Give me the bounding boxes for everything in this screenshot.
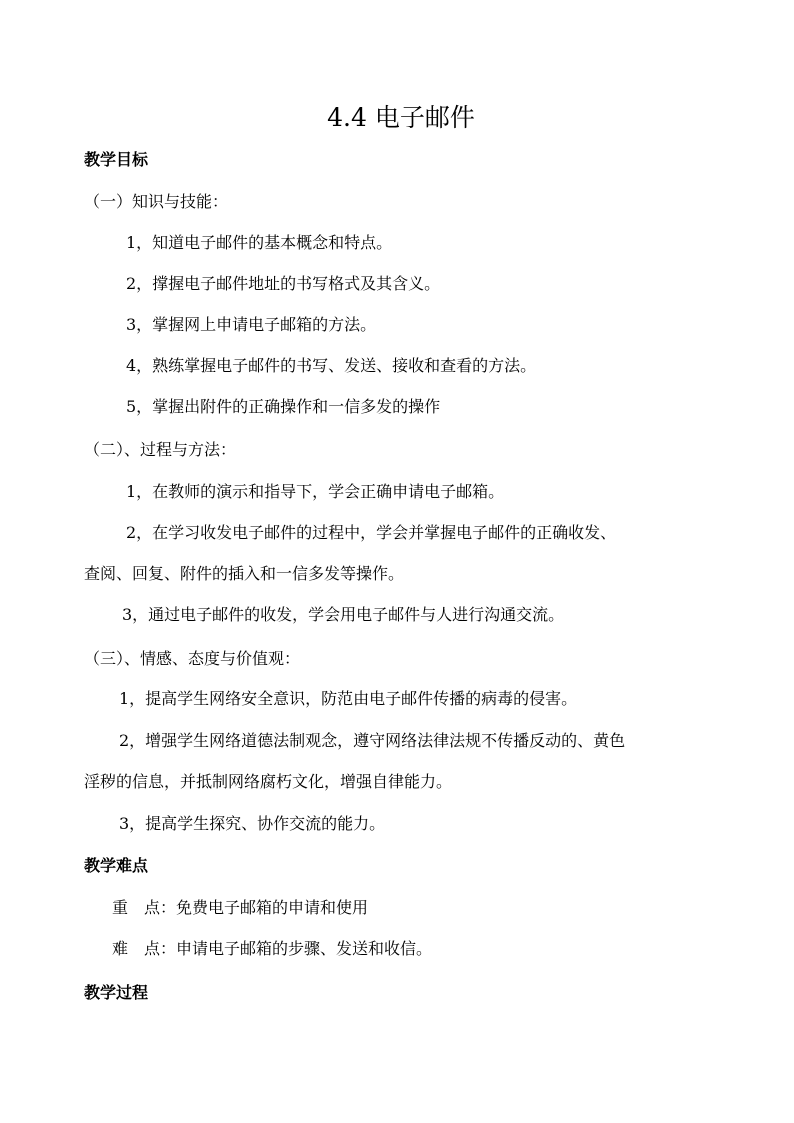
- knowledge-item-2: 2，撑握电子邮件地址的书写格式及其含义。: [126, 274, 441, 293]
- knowledge-item-4: 4，熟练掌握电子邮件的书写、发送、接收和查看的方法。: [126, 356, 537, 375]
- objectives-heading: 教学目标: [84, 150, 149, 169]
- emotion-item-2-line-2: 淫秽的信息，并抵制网络腐朽文化，增强自律能力。: [84, 772, 453, 791]
- difficult-point: 难 点：申请电子邮箱的步骤、发送和收信。: [112, 939, 433, 958]
- emotion-item-1: 1，提高学生网络安全意识，防范由电子邮件传播的病毒的侵害。: [119, 689, 578, 708]
- knowledge-item-5: 5，掌握出附件的正确操作和一信多发的操作: [126, 397, 441, 416]
- emotion-attitude-heading: （三）、情感、态度与价值观：: [84, 649, 301, 668]
- difficulty-heading: 教学难点: [84, 856, 149, 875]
- key-point: 重 点：免费电子邮箱的申请和使用: [112, 898, 369, 917]
- knowledge-skills-heading: （一）知识与技能：: [84, 192, 229, 211]
- process-method-heading: （二）、过程与方法：: [84, 440, 237, 459]
- emotion-item-3: 3，提高学生探究、协作交流的能力。: [119, 814, 386, 833]
- knowledge-item-1: 1，知道电子邮件的基本概念和特点。: [126, 233, 393, 252]
- emotion-item-2-line-1: 2，增强学生网络道德法制观念，遵守网络法律法规不传播反动的、黄色: [119, 731, 626, 750]
- process-heading: 教学过程: [84, 983, 149, 1002]
- knowledge-item-3: 3，掌握网上申请电子邮箱的方法。: [126, 315, 377, 334]
- process-item-3: 3，通过电子邮件的收发，学会用电子邮件与人进行沟通交流。: [122, 605, 565, 624]
- document-title: 4.4 电子邮件: [327, 103, 475, 132]
- process-item-1: 1，在教师的演示和指导下，学会正确申请电子邮箱。: [126, 482, 505, 501]
- process-item-2-line-1: 2，在学习收发电子邮件的过程中，学会并掌握电子邮件的正确收发、: [126, 523, 617, 542]
- process-item-2-line-2: 查阅、回复、附件的插入和一信多发等操作。: [84, 564, 405, 583]
